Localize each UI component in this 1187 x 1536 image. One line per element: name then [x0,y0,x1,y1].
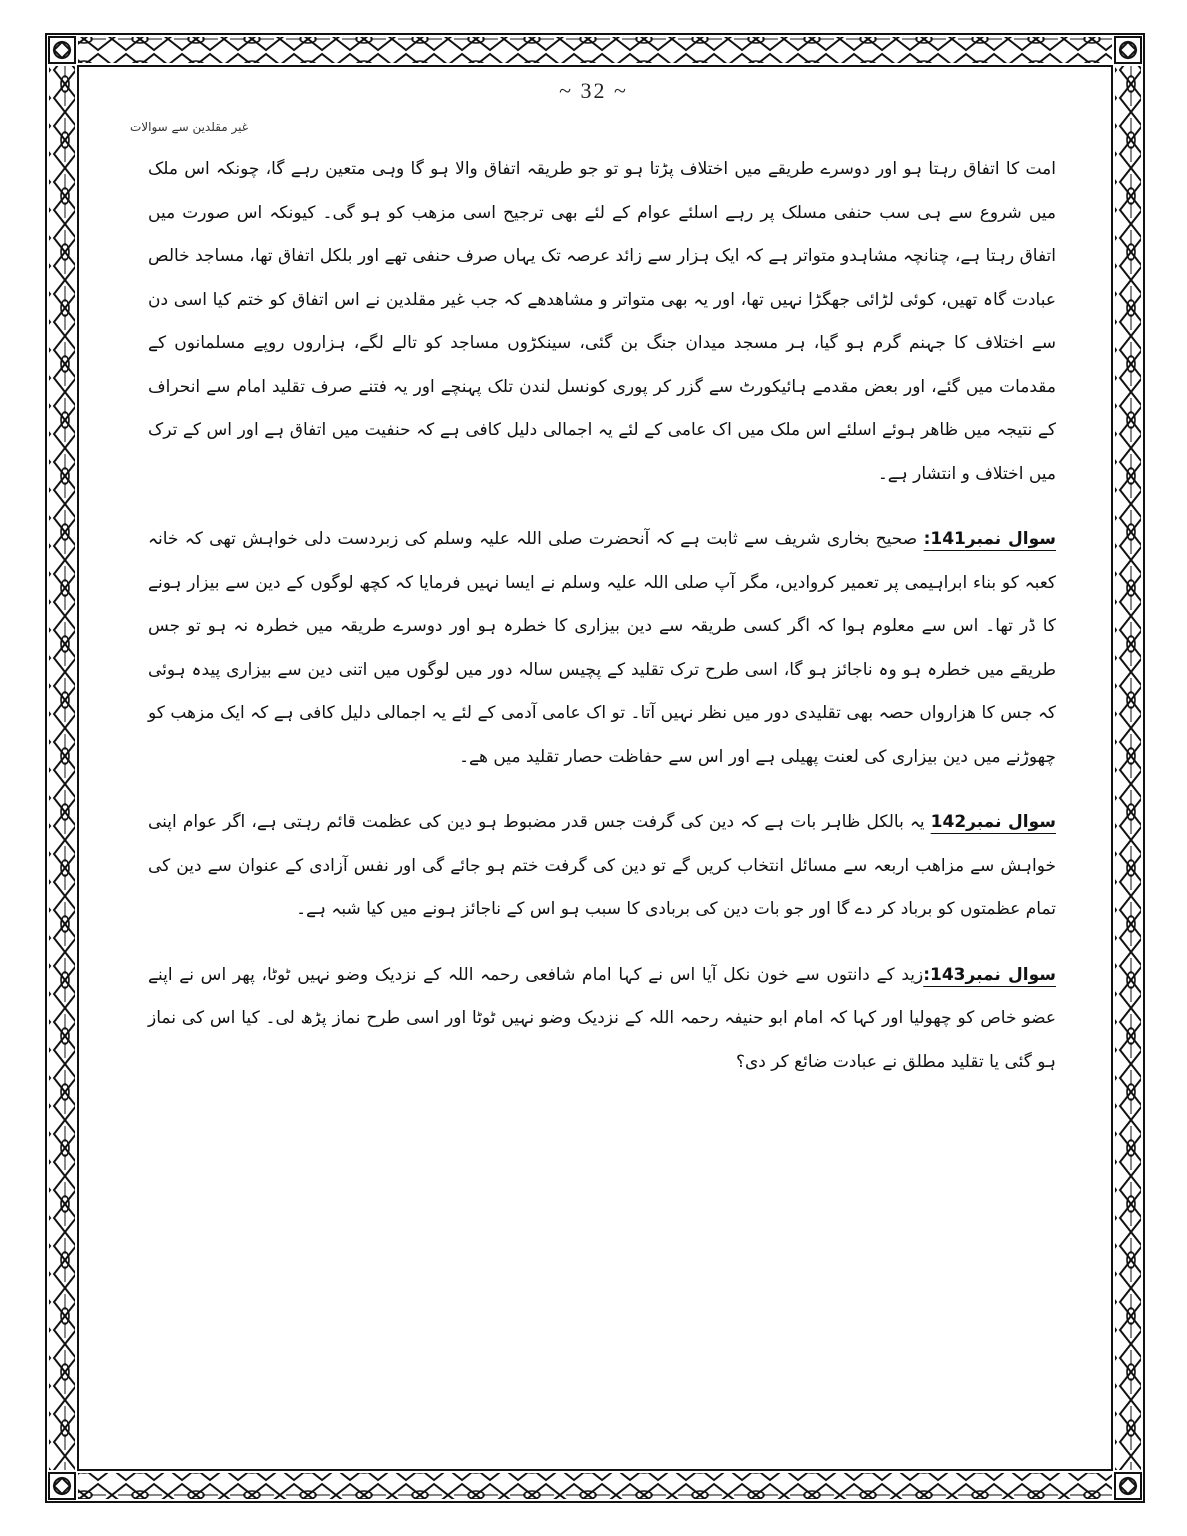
page-number: ~ 32 ~ [559,78,628,103]
intro-paragraph: امت کا اتفاق رہتا ہو اور دوسرے طریقے میں اختلاف پڑتا ہو تو جو طریقہ اتفاق والا ہو گا وہی متعین رہے گا، چونکہ اس ملک میں شروع سے ہی سب حنفی مسلک پر رہے اسلئے عوام کے لئے بھی ترجیح اسی مزھب کو ہو گی۔ کیونکہ اس صورت میں اتفاق رہتا ہے، چنانچہ مشاہدو متواتر ہے کہ ایک ہزار سے زائد عرصہ تک یہاں صرف حنفی تھے اور بلکل اتفاق تھا، مساجد خالص عبادت گاہ تھیں، کوئی لڑائی جھگڑا نہیں تھا، اور یہ بھی متواتر و مشاھدھے کہ جب غیر مقلدین نے اس اتفاق کو ختم کیا اسی دن سے اختلاف کا جہنم گرم ہو گیا، ہر مسجد میدان جنگ بن گئی، سینکڑوں مساجد کو تالے لگے، ہزاروں روپے مسلمانوں کے مقدمات میں گئے، اور بعض مقدمے ہائیکورٹ سے گزر کر پوری کونسل لندن تلک پہنچے اور یہ فتنے صرف تقلید امام سے انحراف کے نتیجہ میں ظاھر ہوئے اسلئے اس ملک میں اک عامی کے لئے یہ اجمالی دلیل کافی ہے کہ حنفیت میں اتفاق ہے اور اس کے ترک میں اختلاف و انتشار ہے۔ [148,159,1056,484]
question-143-label: سوال نمبر143: [923,964,1056,985]
question-142-label: سوال نمبر142 [930,812,1056,832]
question-142-text: یہ بالکل ظاہر بات ہے کہ دین کی گرفت جس قدر مضبوط ہو دین کی عظمت قائم رہتی ہے، اگر عوام اپنی خواہش سے مزاھب اربعہ سے مسائل انتخاب کریں گے تو دین کی گرفت ختم ہو جائے گی اور نفس آزادی کے عنوان سے دین کی تمام عظمتوں کو برباد کر دے گا اور جو بات دین کی بربادی کا سبب ہو اس کے ناجائز ہونے میں کیا شبہ ہے۔ [148,812,1056,919]
question-143 [148,954,1056,1085]
question-143-text: زید کے دانتوں سے خون نکل آیا اس نے کہا امام شافعی رحمہ اللہ کے نزدیک وضو نہیں ٹوٹا، پھر اس نے اپنے عضو خاص کو چھولیا اور کہا کہ امام ابو حنیفہ رحمہ اللہ کے نزدیک وضو نہیں ٹوٹا اور اسی طرح نماز پڑھ لی۔ کیا اس کی نماز ہو گئی یا تقلید مطلق نے عبادت ضائع کر دی؟ [148,964,1056,1072]
running-header: غیر مقلدین سے سوالات [130,120,249,134]
question-141-label: سوال نمبر141: [923,529,1056,549]
question-142 [148,801,1056,932]
question-141 [148,518,1056,779]
question-141-text: صحیح بخاری شریف سے ثابت ہے کہ آنحضرت صلی اللہ علیہ وسلم کی زبردست دلی خواہش تھی کہ خانہ کعبہ کو بناء ابراہیمی پر تعمیر کروادیں، مگر آپ صلی اللہ علیہ وسلم نے ایسا نہیں فرمایا کہ کچھ لوگوں کے دین سے بیزار ہونے کا ڈر تھا۔ اس سے معلوم ہوا کہ اگر کسی طریقہ سے دین بیزاری کا خطرہ ہو اور دوسرے طریقہ میں خطرہ نہ ہو تو جس طریقے میں خطرہ ہو وہ ناجائز ہو گا، اسی طرح ترک تقلید کے پچیس سالہ دور میں لوگوں میں اتنی دین سے بیزاری پیدہ ہوئی کہ جس کا ھزارواں حصہ بھی تقلیدی دور میں نظر نہیں آتا۔ تو اک عامی آدمی کے لئے یہ اجمالی دلیل کافی ہے کہ ایک مزھب کو چھوڑنے میں دین بیزاری کی لعنت پھیلی ہے اور اس سے حفاظت حصار تقلید میں ھے۔ [148,529,1056,767]
page-body [148,148,1056,1084]
